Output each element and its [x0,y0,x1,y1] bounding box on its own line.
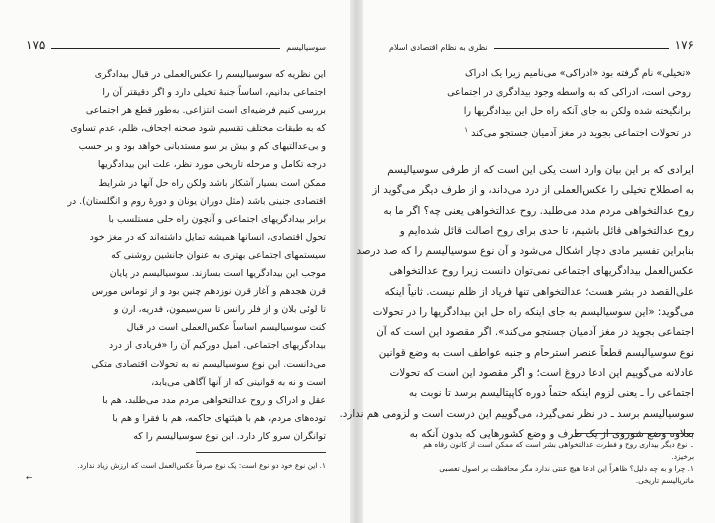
footnote: ماتریالیسم تاریخی. [635,476,694,485]
text-line: اجتماعی را ـ یعنی لزوم اینکه حتماً دوره کاپیتالیسم برسد تا نوبت به [408,387,694,400]
text-line: قرن هجدهم و آغاز قرن نوزدهم چنین بود و از توماس مورس [91,286,326,298]
header-rule [51,48,280,49]
right-footnotes [389,439,694,487]
text-line: عکس‌العمل بیدادگریهای اجتماعی نمی‌توان دانست زیرا روح عدالتخواهی [388,265,694,278]
quote-line: برانگیخته شده ولکن به جای آنکه راه حل این بیدادگریها را [463,106,691,117]
text-line: کنت سوسیالیسم اساساً عکس‌العملی است در قبال [126,322,326,334]
left-page [0,0,350,523]
text-line: نوع سوسیالیسم قطعاً عنصر استرحام و جنبه عواطف است به وضع قوانین [378,346,694,359]
text-line: به اصطلاح تخیلی را عکس‌العملی از درد می‌داند، و از طرف دیگر می‌گوید از [372,184,694,197]
text-line: علی‌القصد در بشر هست؛ عدالتخواهی تنها فریاد از ظلم نیست. ثانیاً اینکه [384,285,694,298]
text-line: بررسی کنیم فرضیه‌ای است انتزاعی. به‌طور قطع هر اجتماعی [85,105,326,117]
quote-line: روحی است، ادراکی که به واسطه وجود بیدادگری در اجتماعی [447,87,691,98]
footnote-marker: ۱ [464,126,469,134]
footnote: برخیزد. [671,452,694,461]
text-line: تا لوئی بلان و از فلر رانس تا سن‌سیمون، فدریه، ارن و [113,304,326,316]
text-line: می‌گوید: «این سوسیالیسم به جای اینکه راه حل این بیدادگریها را در تحولات [372,306,694,319]
left-page-header [26,36,326,52]
quote-line: «تخیلی» نام گرفته بود «ادراکی» می‌نامیم زیرا یک ادراک [464,68,691,79]
left-footnotes [26,460,326,484]
footnote-rule [196,452,326,453]
quote-line-text: در تحولات اجتماعی بجوید در مغز آدمیان جستجو می‌کند [471,128,691,140]
left-body-text [26,66,326,446]
header-rule [494,48,669,49]
text-line: این نظریه که سوسیالیسم را عکس‌العملی در قبال بیدادگری [94,69,326,80]
text-line: است و نه به قوانینی که از آنها آگاهی می‌یابد، [151,376,326,388]
text-line: اجتماعی بدانیم، اساساً جنبهٔ تخیلی دارد و اگر دقیقتر آن را [102,87,326,99]
text-line: اقتصادی جنینی باشد (مثل دوران یونان و دورهٔ روم و انگلستان). در [67,195,326,207]
page-number: ۱۷۵ [26,38,46,52]
quote-line [399,121,691,140]
running-title: نظری به نظام اقتصادی اسلام [389,43,488,52]
text-line: و بی‌عدالتیهای کم و بیش بر سو مستدبانی خواهد بود و بر حسب [78,141,326,153]
right-body-text [339,160,694,444]
text-line: برابر بیدادگریهای اجتماعی و آنچون راه حلی مستلسب با [108,213,326,225]
text-line: توانگران سرو کار دارد. این نوع سوسیالیسم را که [133,430,326,442]
footnote: ۱. این نوع خود دو نوع است: یک نوع صرفاً عکس‌العمل است که ارزش زیاد ندارد. [77,461,326,470]
text-line: موجب این بیدادگریها است بسازند. سوسیالیسم در پایان [109,268,326,280]
text-line: توده‌های مردم، هم با هیئتهای حاکمه، هم با فقرا و هم با [112,412,326,424]
text-line: سوسیالیسم برسد ـ در نظر نمی‌گیرد، می‌گوییم این درست است و لزومی هم ندارد. [339,407,694,420]
quoted-passage [399,64,691,140]
text-line: ممکن است بسیار آشکار باشد ولکن راه حل آنها در شرایط [98,177,326,189]
text-line: روح عدالتخواهی قائل باشیم، تا حدی برای روح اصالت قائل شده‌ایم و [399,224,694,237]
footnote-rule [575,433,694,434]
text-line: بیدادگریهای اجتماعی. امیل دورکیم آن را «فریادی از درد [109,340,326,352]
text-line: می‌دانست. این نوع سوسیالیسم نه به تحولات اقتصادی متکی [91,358,326,370]
text-line: سیستمهای اجتماعی بهتری به عنوان جانشین روشنی که [111,249,326,261]
text-line: درجه تکامل و مرحله تاریخی مورد نظر، علت این بیدادگریها [97,159,326,171]
text-line: ایرادی که بر این بیان وارد است یکی این است که از طرفی سوسیالیسم [387,164,694,176]
footnote-continuation-arrow: ← [26,473,33,482]
book-gutter [350,0,363,523]
running-title: سوسیالیسم [286,43,326,52]
footnote: ۱. چرا و به چه دلیل؟ ظاهراً این ادعا هیچ عنتی ندارد مگر محافظت بر اصول تعصبی [439,464,694,473]
right-page-header [389,36,694,52]
right-page [339,0,715,523]
text-line: بعلاوه وضع شوروی از یک طرف و وضع کشورهایی که بدون آنکه به [409,427,694,440]
page-number: ۱۷۶ [674,38,694,52]
footnote: ۔ نوع دیگر بیداری روح و فطرت عدالتخواهی بشر است که ممکن است از کانون رفاه هم [423,440,694,449]
text-line: بنابراین تفسیر مادی دچار اشکال می‌شود و آن نوع سوسیالیسم را که صد درصد [356,245,694,258]
text-line: که به طبقات مختلف تقسیم شود صحنه اجحاف، ظلم، عدم تساوی [70,123,326,135]
text-line: روح عدالتخواهی مردم مدد می‌طلبد. روح عدالتخواهی یعنی چه؟ اگر ما به [383,204,694,217]
text-line: عادلانه می‌گوییم این ادعا دروغ است؛ و اگر مقصود این است که تحولات [389,366,694,379]
text-line: تحول اقتصادی، انسانها همیشه تمایل داشته‌اند که در مغز خود [89,231,326,243]
text-line: اجتماعی بجوید در مغز آدمیان جستجو می‌کند». اگر مقصود این است که آن [376,326,694,339]
text-line: عقل و ادراک و روح عدالتخواهی مردم مدد می‌طلبد، هم با [102,394,326,406]
